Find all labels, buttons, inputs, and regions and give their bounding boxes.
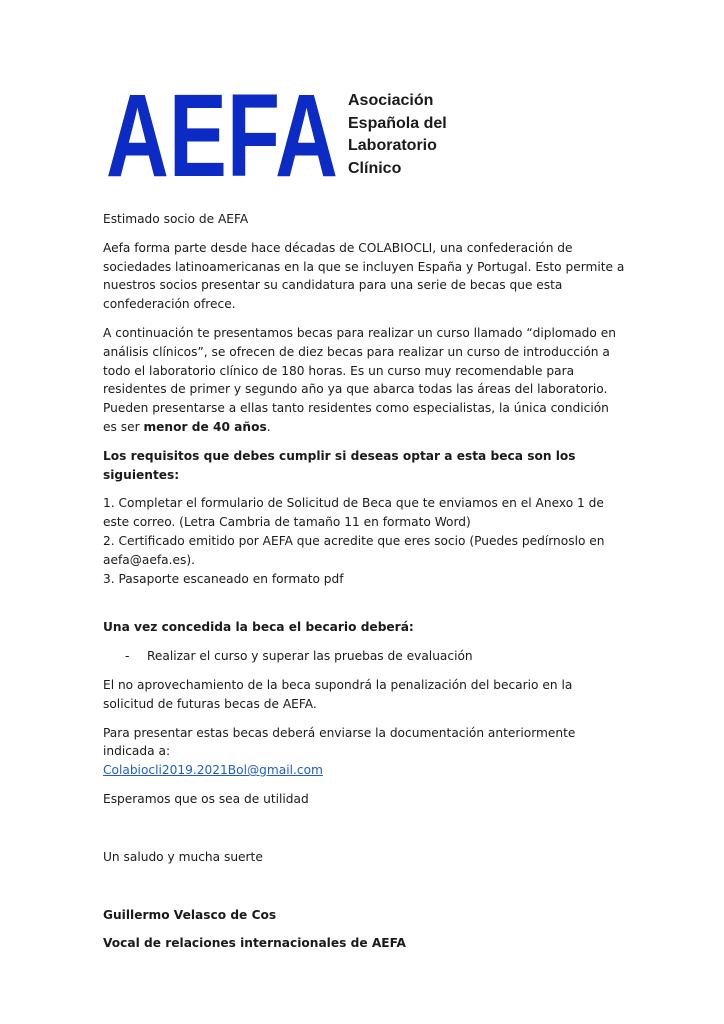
requirement-item: 3. Pasaporte escaneado en formato pdf [103, 571, 344, 586]
paragraph-penalty: El no aprovechamiento de la beca supondrá la penalización del becario en la solicitud de futuras becas de AEFA. [103, 677, 573, 711]
submit-text: Para presentar estas becas deberá enviarse la documentación anteriormente indicada a: [103, 725, 576, 759]
aefa-logo-mark [106, 86, 342, 182]
signer-title: Vocal de relaciones internacionales de AEFA [103, 936, 406, 951]
greeting: Estimado socio de AEFA [103, 212, 249, 226]
email-link[interactable]: Colabiocli2019.2021Bol@gmail.com [103, 763, 323, 778]
aefa-logo [106, 86, 466, 186]
requirement-item: 2. Certificado emitido por AEFA que acredite que eres socio (Puedes pedírnoslo en aefa@aefa.es). [103, 533, 605, 567]
paragraph-submit [103, 724, 625, 780]
requirements-list [103, 494, 625, 588]
paragraph-colabiocli: Aefa forma parte desde hace décadas de COLABIOCLI, una confederación de sociedades latinoamericanas en la que se incluyen España y Portugal. Esto permite a nuestros socios presentar su candidatura para una serie de becas que esta confederación ofrece. [103, 240, 625, 312]
closing: Un saludo y mucha suerte [103, 849, 263, 864]
paragraph-end: . [266, 419, 271, 434]
paragraph-useful: Esperamos que os sea de utilidad [103, 791, 309, 806]
obligations-heading: Una vez concedida la beca el becario deberá: [103, 620, 414, 635]
bullet-dash: - [125, 649, 130, 664]
org-name-line: Laboratorio [348, 137, 437, 154]
org-name [348, 90, 447, 180]
obligation-item [103, 647, 625, 666]
obligation-text: Realizar el curso y superar las pruebas de evaluación [147, 649, 473, 664]
requirements-heading: Los requisitos que debes cumplir si deseas optar a esta beca son los siguientes: [103, 448, 576, 482]
age-condition: menor de 40 años [143, 419, 267, 434]
requirement-item: 1. Completar el formulario de Solicitud de Beca que te enviamos en el Anexo 1 de este correo. (Letra Cambria de tamaño 11 en formato Word) [103, 496, 604, 530]
org-name-line: Clínico [348, 159, 402, 177]
paragraph-scholarship-text: A continuación te presentamos becas para realizar un curso llamado “diplomado en análisis clínicos”, se ofrecen de diez becas para realizar un curso de introducción a todo el laboratorio clínico de 180 horas. Es un curso muy recomendable para residentes de primer y segundo año ya que abarca todas las áreas del laboratorio. Pueden presentarse a ellas tanto residentes como especialistas, la única condición es ser [103, 325, 616, 434]
aefa-logo-text: AEFA [106, 86, 338, 182]
paragraph-scholarship [103, 324, 625, 437]
org-name-line: Española del [348, 114, 447, 132]
letter-body [103, 210, 625, 963]
org-name-line: Asociación [348, 92, 434, 109]
signer-name: Guillermo Velasco de Cos [103, 907, 277, 922]
